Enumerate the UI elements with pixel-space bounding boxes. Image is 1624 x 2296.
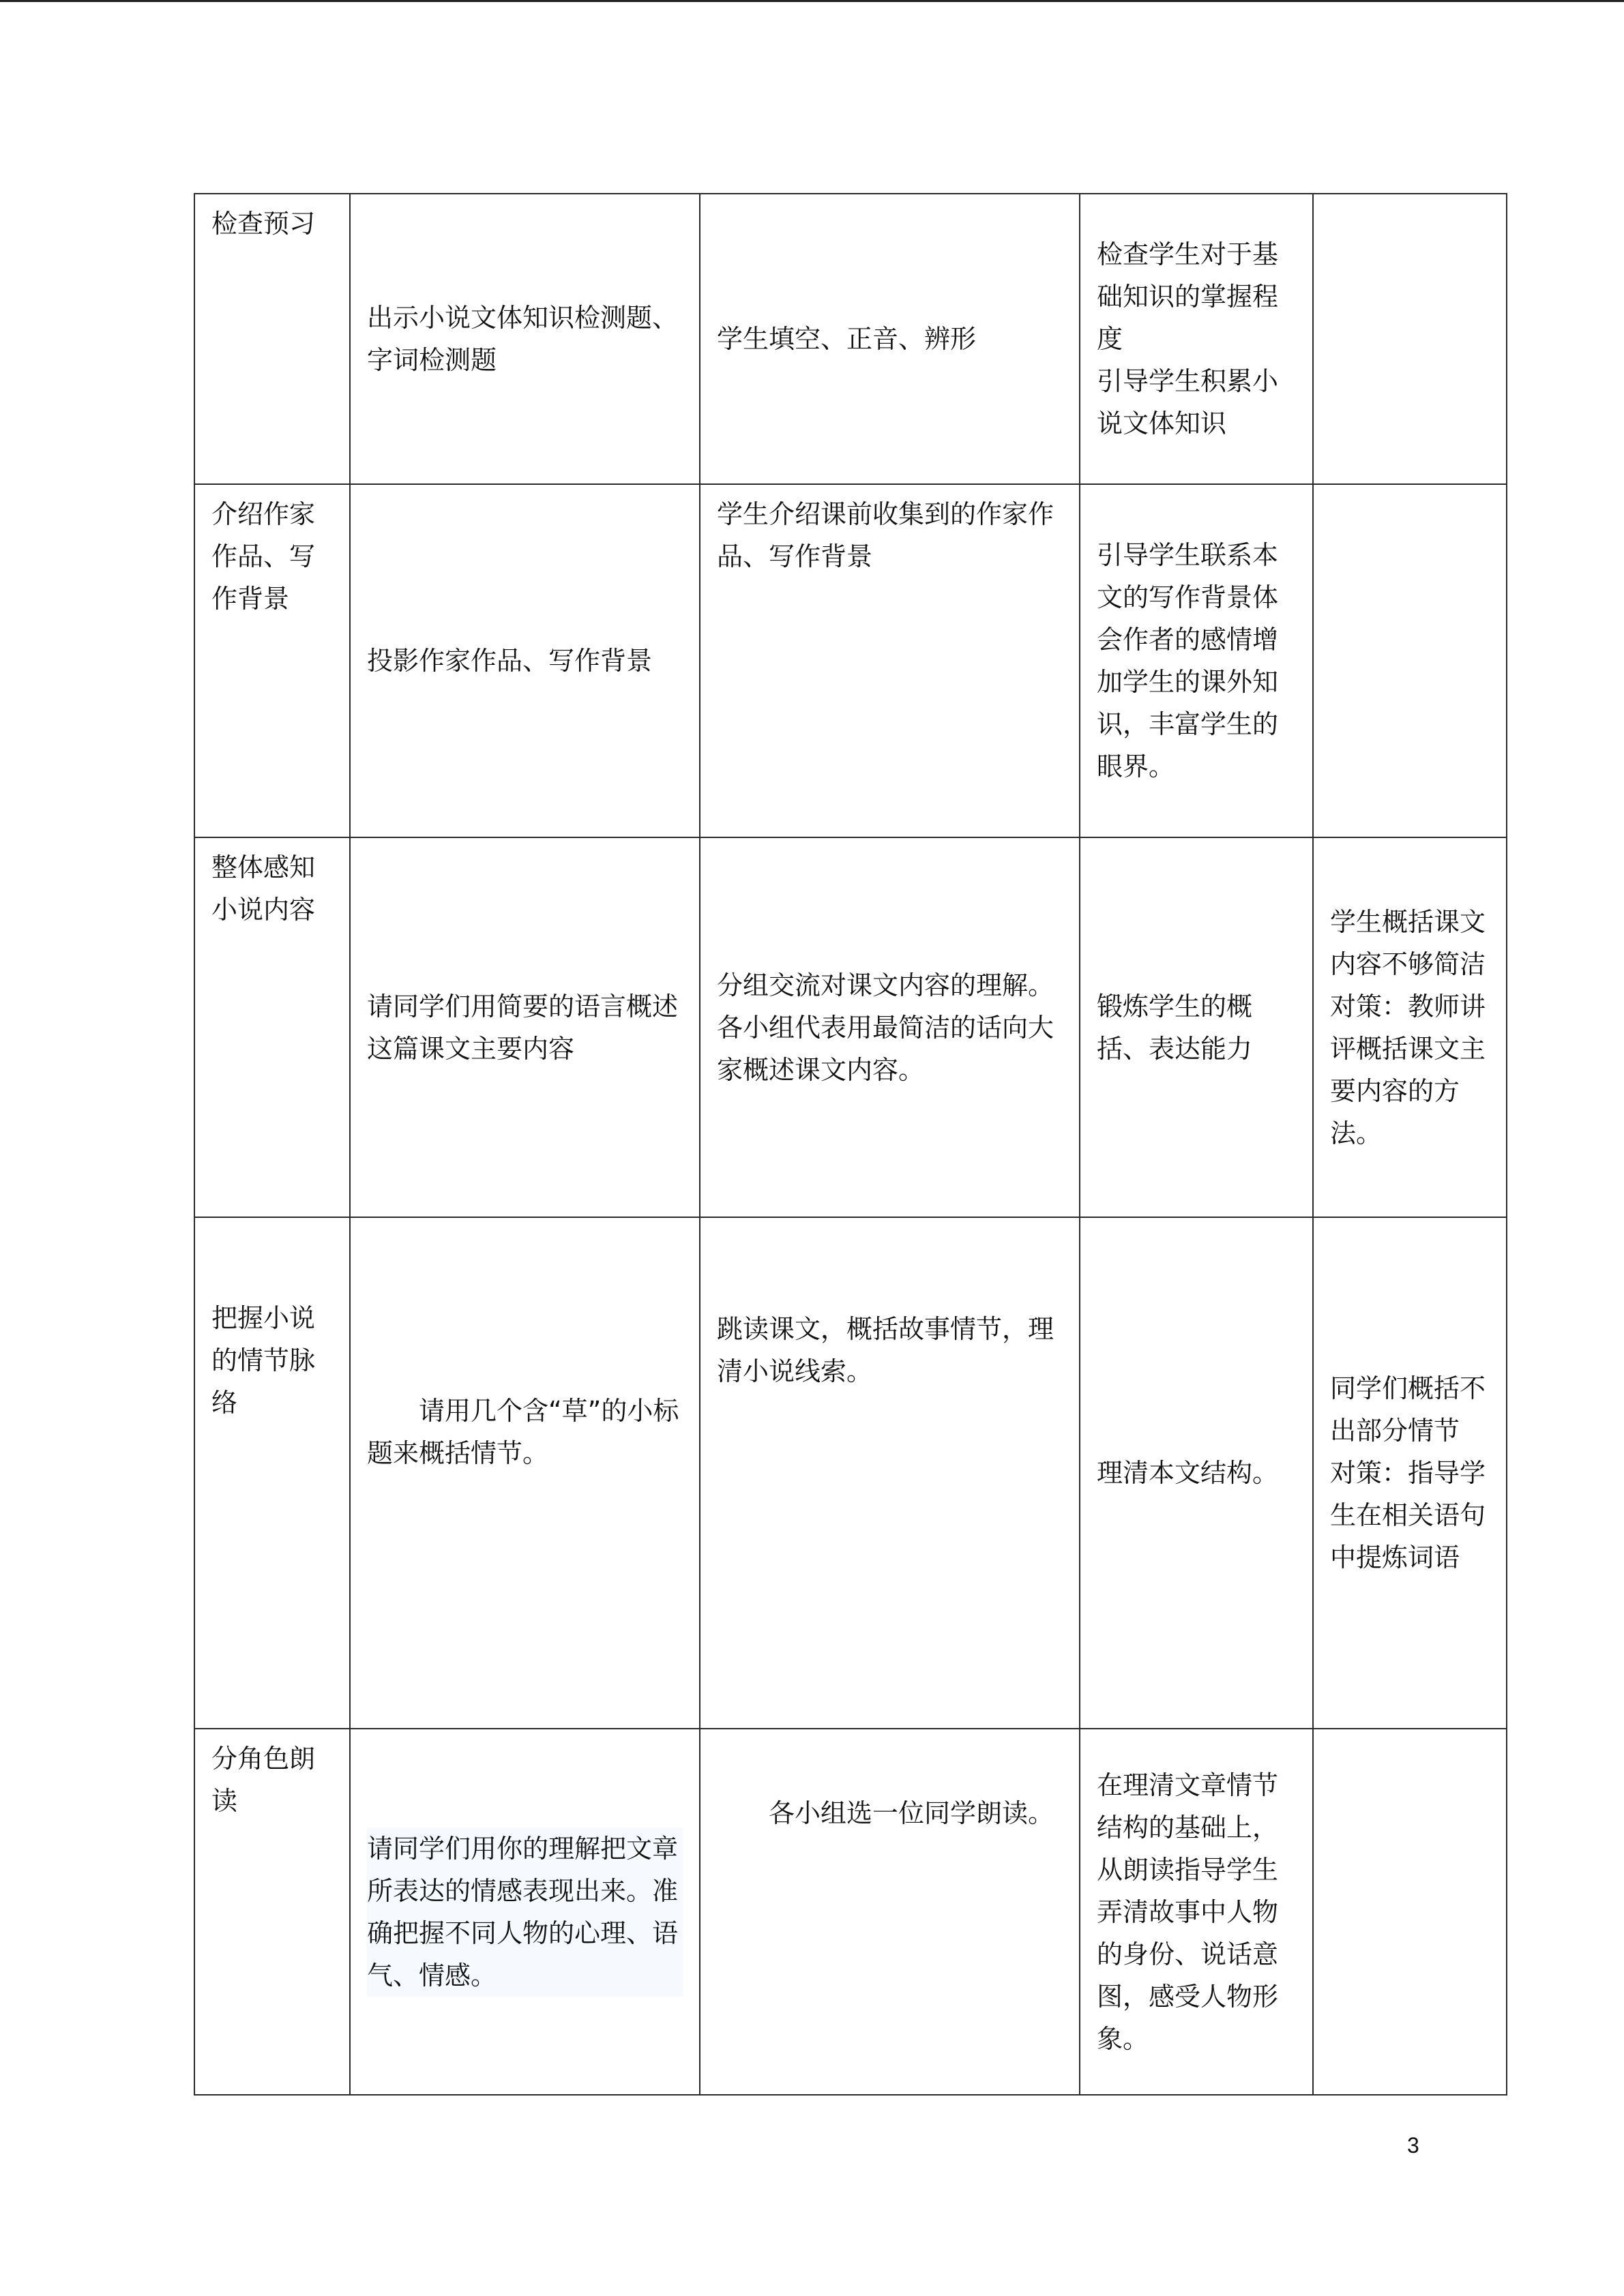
- teacher-activity-cell: [350, 1729, 700, 2095]
- teacher-activity-cell: [350, 484, 700, 837]
- student-activity-cell: [700, 1217, 1080, 1729]
- student-activity-text: 分组交流对课文内容的理解。各小组代表用最简洁的话向大家概述课文内容。: [717, 970, 1054, 1085]
- note-text: 学生概括课文内容不够简洁 对策：教师讲评概括课文主要内容的方法。: [1330, 906, 1486, 1148]
- design-intent-cell: [1080, 1729, 1313, 2095]
- student-activity-cell: [700, 1729, 1080, 2095]
- design-intent-cell: [1080, 837, 1313, 1217]
- student-activity-text: 学生介绍课前收集到的作家作品、写作背景: [717, 499, 1054, 571]
- design-intent-text: 在理清文章情节结构的基础上，从朗读指导学生弄清故事中人物的身份、说话意图，感受人物形象。: [1097, 1770, 1279, 2054]
- teacher-activity-text: 请同学们用你的理解把文章所表达的情感表现出来。准确把握不同人物的心理、语气、情感。: [367, 1828, 683, 1997]
- step-label: 把握小说的情节脉络: [211, 1303, 316, 1418]
- student-activity-cell: [700, 484, 1080, 837]
- student-activity-cell: [700, 194, 1080, 484]
- table-row: [194, 1217, 1507, 1729]
- student-activity-cell: [700, 837, 1080, 1217]
- design-intent-cell: [1080, 484, 1313, 837]
- design-intent-text: 引导学生联系本文的写作背景体会作者的感情增加学生的课外知识，丰富学生的眼界。: [1097, 540, 1279, 781]
- design-intent-text: 检查学生对于基础知识的掌握程度 引导学生积累小说文体知识: [1097, 239, 1279, 438]
- student-activity-text: 各小组选一位同学朗读。: [769, 1798, 1054, 1828]
- note-text: 同学们概括不出部分情节 对策：指导学生在相关语句中提炼词语: [1330, 1373, 1486, 1572]
- teacher-activity-cell: [350, 1217, 700, 1729]
- step-cell: [194, 1729, 350, 2095]
- design-intent-cell: [1080, 194, 1313, 484]
- note-cell: [1313, 837, 1507, 1217]
- step-cell: [194, 837, 350, 1217]
- teacher-activity-text: 投影作家作品、写作背景: [367, 646, 653, 676]
- step-cell: [194, 194, 350, 484]
- step-cell: [194, 484, 350, 837]
- teacher-activity-text: 请同学们用简要的语言概述这篇课文主要内容: [367, 991, 679, 1064]
- lesson-plan-table: [194, 193, 1507, 2096]
- note-cell: [1313, 484, 1507, 837]
- table-row: [194, 484, 1507, 837]
- student-activity-text: 跳读课文，概括故事情节，理清小说线索。: [717, 1314, 1054, 1386]
- design-intent-text: 锻炼学生的概括、表达能力: [1097, 991, 1253, 1064]
- note-cell: [1313, 1729, 1507, 2095]
- design-intent-cell: [1080, 1217, 1313, 1729]
- student-activity-text: 学生填空、正音、辨形: [717, 324, 977, 354]
- step-cell: [194, 1217, 350, 1729]
- table-row: [194, 194, 1507, 484]
- note-cell: [1313, 1217, 1507, 1729]
- step-label: 分角色朗读: [211, 1744, 316, 1816]
- note-cell: [1313, 194, 1507, 484]
- table-row: [194, 1729, 1507, 2095]
- teacher-activity-cell: [350, 194, 700, 484]
- step-label: 整体感知小说内容: [211, 852, 316, 925]
- teacher-activity-cell: [350, 837, 700, 1217]
- design-intent-text: 理清本文结构。: [1097, 1458, 1279, 1488]
- step-label: 检查预习: [211, 209, 316, 239]
- teacher-activity-text: 出示小说文体知识检测题、字词检测题: [367, 303, 679, 375]
- page-number: 3: [1407, 2133, 1419, 2158]
- page-top-border: [0, 0, 1624, 2]
- step-label: 介绍作家作品、写作背景: [211, 499, 316, 614]
- table-row: [194, 837, 1507, 1217]
- teacher-activity-text: 请用几个含“草”的小标题来概括情节。: [367, 1396, 679, 1468]
